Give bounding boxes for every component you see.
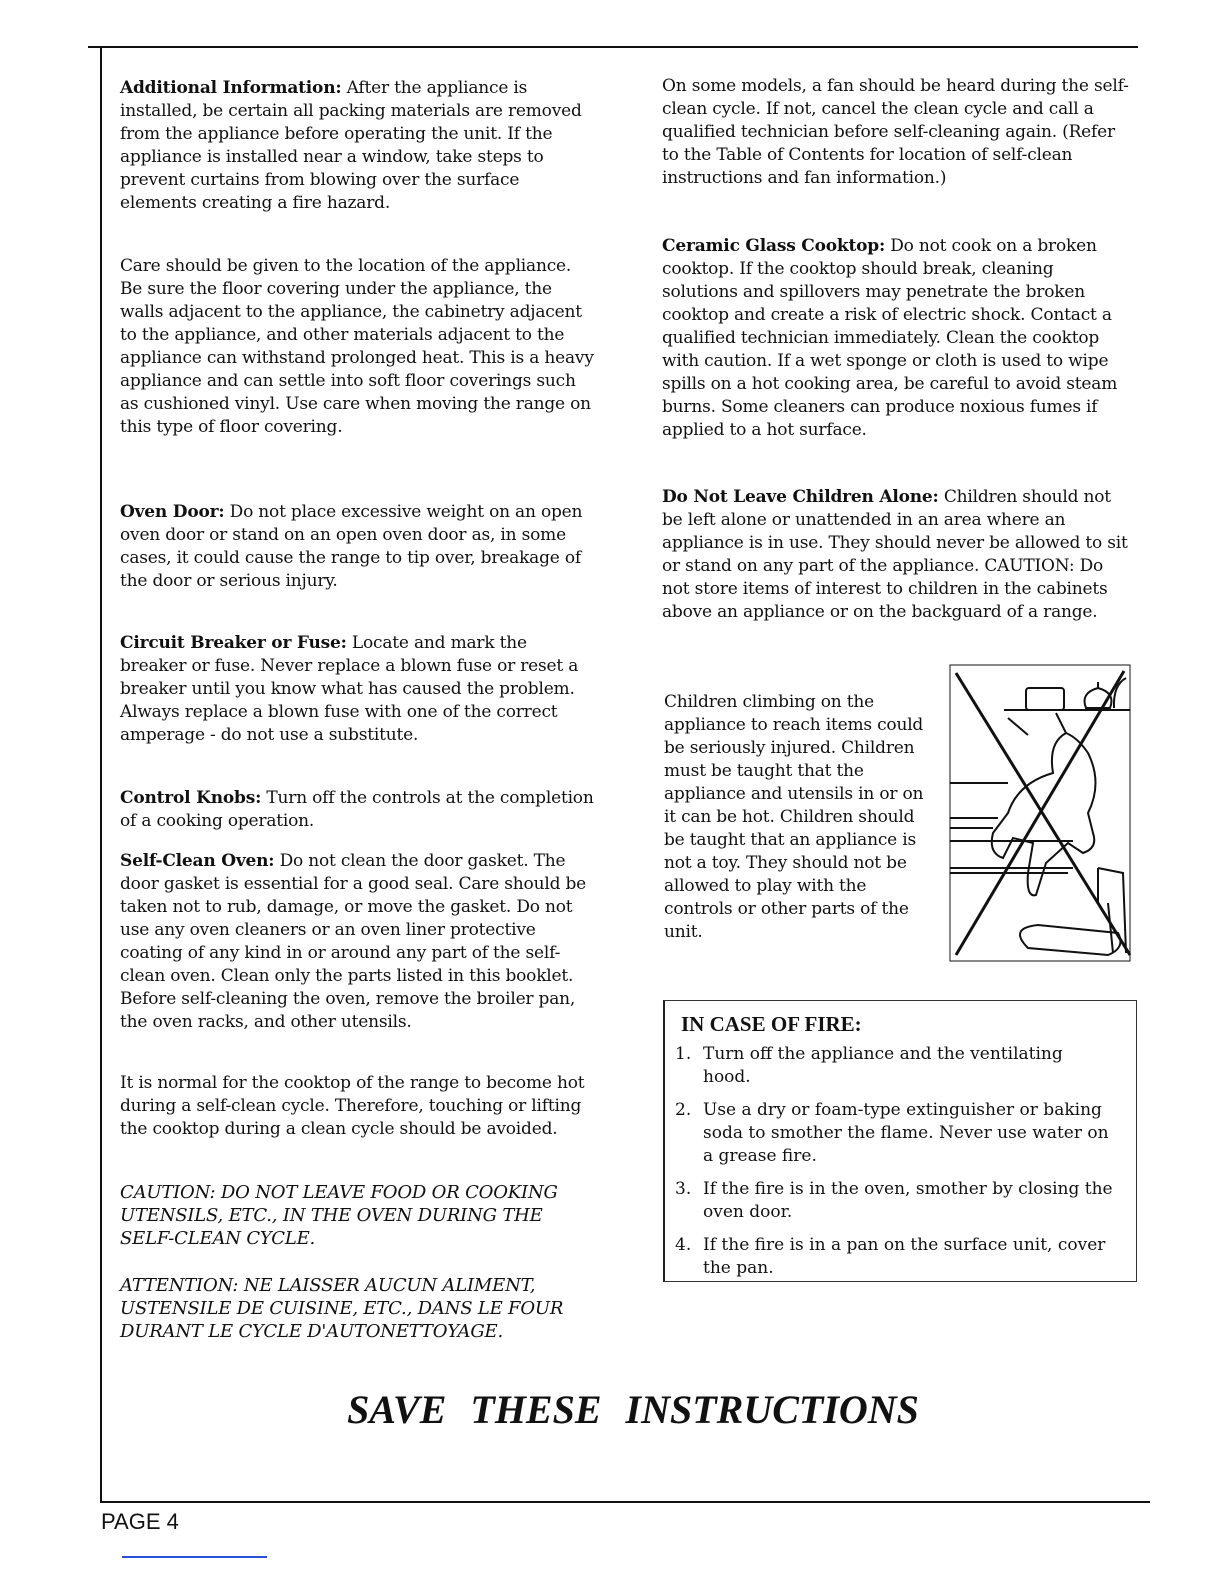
in-case-of-fire-box bbox=[663, 1000, 1137, 1282]
fire-step bbox=[665, 1178, 1115, 1224]
fan-paragraph: On some models, a fan should be heard during the self-clean cycle. If not, cancel the clean cycle and call a qualified technician before self-cleaning again. (Refer to the Table of Contents for location of self-clean instructions and fan information.) bbox=[662, 76, 1129, 188]
additional-information-paragraph: Additional Information: After the appliance is installed, be certain all packing materials are removed from the appliance before operating the unit. If the appliance is installed near a window, take steps to prevent curtains from blowing over the surface elements creating a fire hazard. bbox=[120, 78, 582, 213]
fire-step bbox=[665, 1043, 1115, 1089]
care-location-paragraph: Care should be given to the location of the appliance. Be sure the floor covering under the appliance, the walls adjacent to the appliance, the cabinetry adjacent to the appliance, and other materials adjacent to the appliance can withstand prolonged heat. This is a heavy appliance and can settle into soft floor coverings such as cushioned vinyl. Use care when moving the range on this type of floor covering. bbox=[120, 256, 594, 437]
circuit-breaker-paragraph: Circuit Breaker or Fuse: Locate and mark the breaker or fuse. Never replace a blown fuse or reset a breaker until you know what has caused the problem. Always replace a blown fuse with one of the correct amperage - do not use a substitute. bbox=[120, 633, 579, 745]
page-number: PAGE 4 bbox=[101, 1509, 179, 1534]
step-text: If the fire is in a pan on the surface unit, cover the pan. bbox=[703, 1235, 1106, 1278]
caution-french: ATTENTION: NE LAISSER AUCUN ALIMENT, USTENSILE DE CUISINE, ETC., DANS LE FOUR DURANT LE CYCLE D'AUTONETTOYAGE. bbox=[120, 1275, 564, 1342]
top-rule bbox=[88, 46, 1138, 48]
step-text: Turn off the appliance and the ventilating hood. bbox=[703, 1044, 1063, 1087]
children-climbing-paragraph: Children climbing on the appliance to reach items could be seriously injured. Children must be taught that the appliance and utensils in or on it can be hot. Children should be taught that an appliance is not a toy. They should not be allowed to play with the controls or other parts of the unit. bbox=[664, 692, 924, 942]
fire-step bbox=[665, 1234, 1115, 1280]
oven-door-paragraph: Oven Door: Do not place excessive weight on an open oven door or stand on an open oven door as, in some cases, it could cause the range to tip over, breakage of the door or serious injury. bbox=[120, 502, 583, 591]
caution-english: CAUTION: DO NOT LEAVE FOOD OR COOKING UTENSILS, ETC., IN THE OVEN DURING THE SELF-CLEAN CYCLE. bbox=[120, 1182, 558, 1249]
child-climbing-warning-illustration bbox=[948, 663, 1132, 963]
fire-steps-list bbox=[665, 1043, 1115, 1290]
step-text: If the fire is in the oven, smother by closing the oven door. bbox=[703, 1179, 1113, 1222]
blue-underline bbox=[122, 1556, 267, 1558]
children-alone-paragraph: Do Not Leave Children Alone: Children should not be left alone or unattended in an area where an appliance is in use. They should never be allowed to sit or stand on any part of the appliance. CAUTION: Do not store items of interest to children in the cabinets above an appliance or on the backguard of a range. bbox=[662, 487, 1128, 622]
step-number: 2. bbox=[675, 1100, 692, 1120]
step-number: 1. bbox=[675, 1044, 692, 1064]
fire-step bbox=[665, 1099, 1115, 1168]
fire-box-title: IN CASE OF FIRE: bbox=[681, 1012, 862, 1036]
self-clean-oven-paragraph: Self-Clean Oven: Do not clean the door gasket. The door gasket is essential for a good seal. Care should be taken not to rub, damage, or move the gasket. Do not use any oven cleaners or an oven liner protective coating of any kind in or around any part of the self-clean oven. Clean only the parts listed in this booklet. Before self-cleaning the oven, remove the broiler pan, the oven racks, and other utensils. bbox=[120, 851, 587, 1032]
save-these-instructions-heading: SAVE THESE INSTRUCTIONS bbox=[347, 1387, 919, 1432]
cooktop-hot-paragraph: It is normal for the cooktop of the range to become hot during a self-clean cycle. Therefore, touching or lifting the cooktop during a clean cycle should be avoided. bbox=[120, 1073, 585, 1139]
bottom-rule bbox=[100, 1501, 1150, 1503]
step-number: 3. bbox=[675, 1179, 692, 1199]
control-knobs-paragraph: Control Knobs: Turn off the controls at the completion of a cooking operation. bbox=[120, 788, 594, 831]
left-rule bbox=[100, 47, 102, 1503]
step-text: Use a dry or foam-type extinguisher or baking soda to smother the flame. Never use water on a grease fire. bbox=[703, 1100, 1109, 1166]
step-number: 4. bbox=[675, 1235, 692, 1255]
ceramic-glass-paragraph: Ceramic Glass Cooktop: Do not cook on a broken cooktop. If the cooktop should break, cleaning solutions and spillovers may penetrate the broken cooktop and create a risk of electric shock. Contact a qualified technician immediately. Clean the cooktop with caution. If a wet sponge or cloth is used to wipe spills on a hot cooking area, be careful to avoid steam burns. Some cleaners can produce noxious fumes if applied to a hot surface. bbox=[662, 236, 1118, 440]
